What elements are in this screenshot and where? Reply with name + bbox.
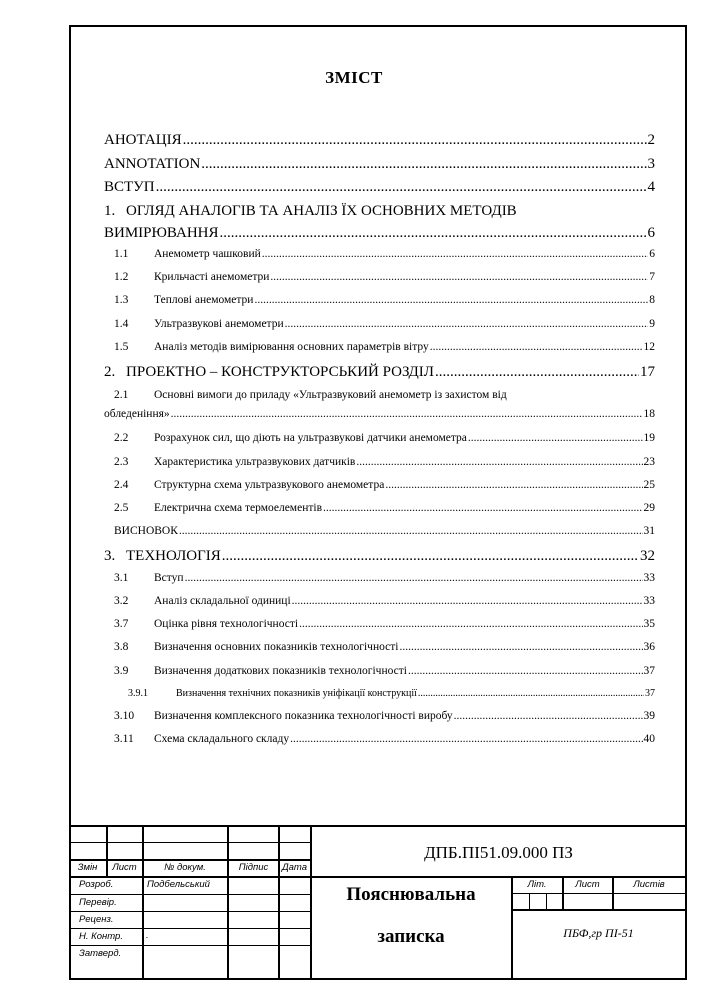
- toc-entry[interactable]: [104, 318, 655, 341]
- toc-entry[interactable]: [104, 733, 655, 756]
- toc-entry[interactable]: [104, 364, 655, 388]
- toc-leader: [356, 456, 642, 468]
- toc-entry-number: 1.5: [114, 340, 129, 353]
- toc-entry[interactable]: [104, 595, 655, 618]
- toc-leader: [201, 156, 646, 173]
- toc-entry[interactable]: [104, 132, 655, 156]
- toc-entry-page: 18: [643, 408, 655, 421]
- toc-entry-page: 39: [643, 709, 655, 722]
- toc-entry[interactable]: [104, 179, 655, 203]
- toc-entry-number: 3.8: [114, 641, 129, 654]
- toc-entry-page: 9: [649, 317, 655, 330]
- toc-entry-number: 2.5: [114, 502, 129, 514]
- toc-entry-label: ТЕХНОЛОГІЯ: [126, 548, 221, 565]
- toc-entry[interactable]: [104, 572, 655, 595]
- stamp-sheets-label: Листів: [633, 879, 665, 890]
- toc-entry[interactable]: [104, 456, 655, 479]
- toc-leader: [222, 548, 639, 565]
- toc-leader: [270, 271, 648, 283]
- toc-entry[interactable]: [104, 341, 655, 364]
- toc-entry-page: 12: [643, 340, 655, 353]
- toc-leader: [290, 733, 642, 745]
- toc-entry-label: ВСТУП: [104, 179, 155, 195]
- organization-group: ПБФ,гр ПІ-51: [563, 926, 634, 940]
- toc-entry-label: Крильчасті анемометри: [154, 271, 270, 284]
- toc-entry-label: Основні вимоги до приладу «Ультразвуковий анемометр із захистом від: [154, 389, 507, 402]
- toc-leader: [185, 572, 643, 584]
- toc-entry[interactable]: [104, 548, 655, 572]
- toc-entry-number: 1.4: [114, 317, 129, 330]
- toc-entry-number: 2.3: [114, 455, 129, 468]
- toc-entry-page: 32: [640, 548, 655, 565]
- toc-leader: [323, 502, 643, 514]
- toc-entry-page: 40: [643, 733, 655, 745]
- toc-entry[interactable]: [104, 432, 655, 455]
- toc-entry-label: ПРОЕКТНО – КОНСТРУКТОРСЬКИЙ РОЗДІЛ: [126, 363, 434, 380]
- toc-leader: [408, 665, 643, 677]
- toc-entry-page: 6: [647, 224, 655, 241]
- toc-entry-label: Схема складального складу: [154, 733, 290, 745]
- toc-leader: [454, 710, 643, 722]
- toc-entry-number: 1.: [104, 202, 116, 219]
- toc-entry-label: ВИСНОВОК: [114, 525, 178, 538]
- toc-entry-number: 3.9.1: [128, 687, 148, 699]
- toc-entry-number: 2.1: [114, 389, 129, 402]
- toc-entry-page: 33: [643, 595, 655, 608]
- toc-entry[interactable]: [104, 688, 655, 710]
- toc-leader: [262, 248, 648, 260]
- toc-leader: [468, 432, 643, 444]
- toc-entry-label: Розрахунок сил, що діють на ультразвукові датчики анемометра: [154, 432, 467, 445]
- stamp-col-header: Підпис: [238, 862, 269, 873]
- toc-entry[interactable]: [104, 294, 655, 317]
- toc-entry-page: 33: [643, 571, 655, 584]
- toc-entry-page: 37: [643, 664, 655, 677]
- toc-entry[interactable]: [104, 271, 655, 294]
- toc-entry-page: 17: [640, 363, 655, 380]
- toc-entry-label: Анемометр чашковий: [154, 248, 261, 260]
- page-title: ЗМІСТ: [325, 68, 383, 87]
- toc-entry[interactable]: [104, 618, 655, 641]
- toc-entry-label: Визначення комплексного показника технологічності виробу: [154, 709, 453, 722]
- toc-leader: [292, 595, 643, 607]
- stamp-sheet-label: Лист: [575, 879, 600, 890]
- toc-leader: [299, 618, 642, 630]
- document-name-line1: Пояснювальна: [346, 884, 476, 905]
- toc-entry-label-cont: обледеніння»: [104, 408, 170, 421]
- toc-entry-label: АНОТАЦІЯ: [104, 132, 182, 148]
- toc-leader: [179, 525, 643, 537]
- toc-entry-number: 2.2: [114, 432, 129, 445]
- toc-entry-page: 35: [643, 618, 655, 631]
- stamp-col-header: № докум.: [164, 862, 206, 873]
- toc-entry[interactable]: [104, 502, 655, 525]
- stamp-col-header: Дата: [281, 862, 308, 873]
- toc-leader: [418, 688, 644, 699]
- toc-entry-label: Ультразвукові анемометри: [154, 317, 284, 330]
- toc-entry-page: 29: [643, 502, 655, 514]
- toc-entry-page: 31: [643, 525, 655, 538]
- toc-entry[interactable]: [104, 641, 655, 664]
- toc-entry[interactable]: [104, 248, 655, 271]
- toc-entry-number: 1.2: [114, 271, 129, 284]
- toc-entry-page: 2: [647, 132, 655, 148]
- toc-entry-label: Теплові анемометри: [154, 294, 254, 307]
- toc-entry-page: 23: [643, 455, 655, 468]
- stamp-role: Затверд.: [79, 948, 122, 959]
- toc-entry-number: 3.9: [114, 664, 129, 677]
- toc-leader: [220, 225, 647, 242]
- toc-entry-label: Аналіз складальної одиниці: [154, 595, 291, 608]
- toc-leader: [183, 132, 647, 149]
- toc-entry-page: 36: [643, 641, 655, 654]
- stamp-role: Розроб.: [79, 879, 114, 890]
- toc-leader: [285, 318, 649, 330]
- toc-leader: [254, 294, 648, 306]
- toc-entry-page: 37: [645, 687, 655, 699]
- toc-entry-number: 1.3: [114, 294, 129, 307]
- toc-entry-label: Вступ: [154, 571, 184, 584]
- toc-entry-number: 3.: [104, 548, 116, 565]
- toc-entry-number: 3.7: [114, 618, 129, 631]
- toc-entry-number: 3.10: [114, 709, 135, 722]
- stamp-role: Н. Контр.: [79, 931, 123, 942]
- toc-entry-page: 25: [643, 478, 655, 491]
- stamp-lit-label: Літ.: [527, 879, 547, 890]
- toc-entry-number: 2.: [104, 363, 116, 380]
- toc-entry-label-cont: ВИМІРЮВАННЯ: [104, 224, 219, 241]
- toc-entry[interactable]: [104, 479, 655, 502]
- toc-entry-label: Структурна схема ультразвукового анемометра: [154, 478, 385, 491]
- toc-leader: [399, 641, 642, 653]
- toc-entry-number: 1.1: [114, 248, 129, 260]
- toc-entry-page: 19: [643, 432, 655, 445]
- toc-entry-page: 3: [647, 155, 655, 172]
- toc-entry-label: Характеристика ультразвукових датчиків: [154, 455, 356, 468]
- toc-entry-label: Визначення технічних показників уніфікації конструкції: [176, 687, 417, 699]
- document-code: ДПБ.ПІ51.09.000 ПЗ: [424, 843, 573, 862]
- toc-entry[interactable]: [104, 203, 655, 249]
- toc-entry-number: 3.2: [114, 595, 129, 608]
- toc-entry-number: 3.11: [114, 733, 134, 745]
- stamp-role: Перевір.: [79, 897, 117, 908]
- stamp-n-control-mark: .: [146, 930, 149, 941]
- toc-entry-label: ANNOTATION: [104, 155, 201, 172]
- toc-entry-page: 4: [647, 179, 655, 195]
- table-of-contents: [104, 132, 655, 756]
- toc-entry-label: Електрична схема термоелементів: [154, 502, 322, 514]
- stamp-developer-name: Подбельський: [147, 879, 210, 890]
- toc-leader: [435, 364, 639, 381]
- toc-entry-page: 8: [649, 294, 655, 307]
- toc-entry-page: 7: [649, 271, 655, 284]
- stamp-col-header: Змін: [77, 862, 98, 873]
- toc-leader: [430, 341, 643, 353]
- toc-leader: [385, 479, 642, 491]
- toc-entry[interactable]: [104, 525, 655, 548]
- toc-entry-label: Визначення додаткових показників технологічності: [154, 664, 407, 677]
- toc-leader: [156, 179, 647, 196]
- toc-entry[interactable]: [104, 389, 655, 432]
- document-name-line2: записка: [377, 926, 445, 947]
- stamp-col-header: Лист: [112, 862, 137, 873]
- toc-entry[interactable]: [104, 665, 655, 688]
- stamp-role: Реценз.: [79, 914, 114, 925]
- toc-entry-label: Визначення основних показників технологічності: [154, 641, 399, 654]
- toc-entry-number: 3.1: [114, 571, 129, 584]
- toc-entry-page: 6: [649, 248, 655, 260]
- toc-entry-label: ОГЛЯД АНАЛОГІВ ТА АНАЛІЗ ЇХ ОСНОВНИХ МЕТОДІВ: [126, 202, 517, 219]
- toc-entry[interactable]: [104, 156, 655, 180]
- toc-entry[interactable]: [104, 710, 655, 733]
- toc-leader: [171, 408, 643, 420]
- toc-entry-label: Оцінка рівня технологічності: [154, 618, 299, 631]
- toc-entry-number: 2.4: [114, 478, 129, 491]
- toc-entry-label: Аналіз методів вимірювання основних параметрів вітру: [154, 340, 429, 353]
